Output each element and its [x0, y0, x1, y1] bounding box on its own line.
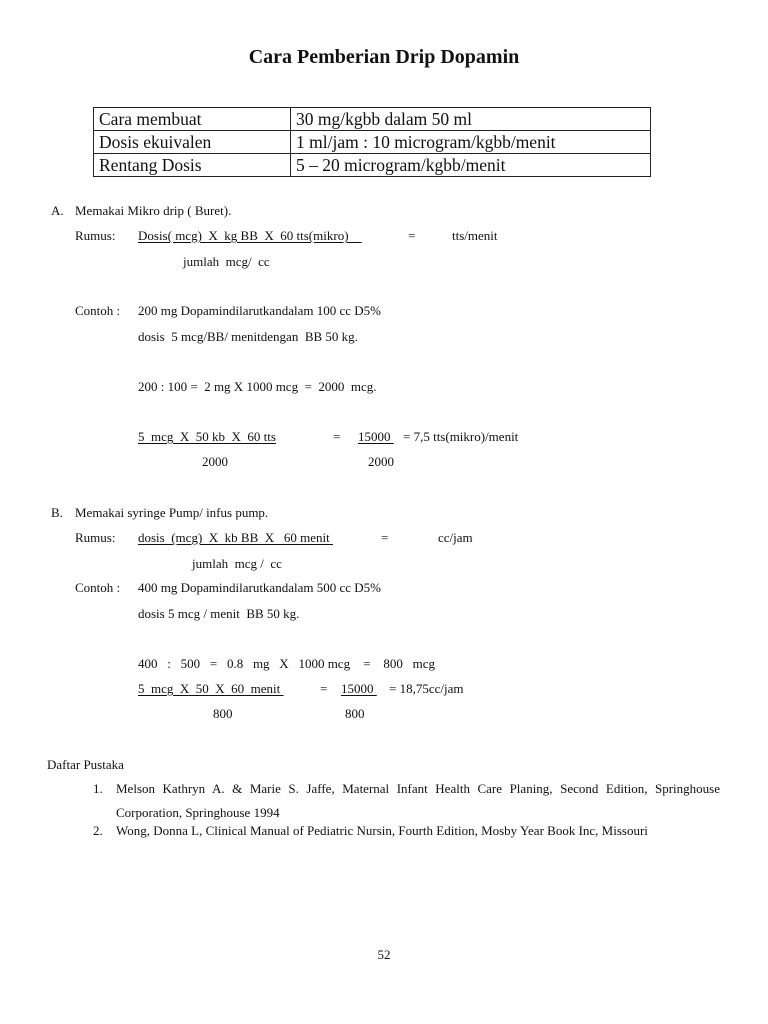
contoh-line: 400 mg Dopamindilarutkandalam 500 cc D5% — [138, 580, 381, 595]
reference-item — [93, 777, 720, 825]
rumus-result: tts/menit — [452, 228, 498, 243]
fraction-denominator: 2000 — [202, 454, 228, 469]
table-cell: Cara membuat — [94, 108, 291, 131]
rumus-equals: = — [381, 530, 389, 545]
section-marker: A. — [51, 203, 64, 218]
rumus-label: Rumus: — [75, 530, 116, 545]
contoh-line: dosis 5 mcg / menit BB 50 kg. — [138, 606, 300, 621]
calculation-line: 200 : 100 = 2 mg X 1000 mcg = 2000 mcg. — [138, 379, 377, 394]
section-heading: Memakai Mikro drip ( Buret). — [75, 203, 232, 218]
table-cell: Rentang Dosis — [94, 154, 291, 177]
fraction-denominator: 800 — [345, 706, 365, 721]
fraction-numerator: 15000 — [341, 681, 377, 696]
references-heading: Daftar Pustaka — [47, 757, 124, 772]
fraction-equals: = — [333, 429, 341, 444]
contoh-line: dosis 5 mcg/BB/ menitdengan BB 50 kg. — [138, 329, 358, 344]
section-marker: B. — [51, 505, 63, 520]
fraction-equals: = — [320, 681, 328, 696]
rumus-denominator: jumlah mcg / cc — [192, 556, 282, 571]
table-cell: 5 – 20 microgram/kgbb/menit — [291, 154, 651, 177]
rumus-equals: = — [408, 228, 416, 243]
rumus-result: cc/jam — [438, 530, 473, 545]
table-row — [94, 131, 651, 154]
rumus-numerator: Dosis( mcg) X kg BB X 60 tts(mikro) — [138, 228, 362, 243]
table-row — [94, 154, 651, 177]
contoh-label: Contoh : — [75, 303, 121, 318]
page-title: Cara Pemberian Drip Dopamin — [248, 46, 520, 68]
table-row — [94, 108, 651, 131]
section-heading: Memakai syringe Pump/ infus pump. — [75, 505, 269, 520]
contoh-line: 200 mg Dopamindilarutkandalam 100 cc D5% — [138, 303, 381, 318]
fraction-denominator: 2000 — [368, 454, 394, 469]
rumus-numerator: dosis (mcg) X kb BB X 60 menit — [138, 530, 333, 545]
reference-item — [93, 819, 720, 843]
fraction-numerator: 15000 — [358, 429, 394, 444]
fraction-denominator: 800 — [213, 706, 233, 721]
contoh-label: Contoh : — [75, 580, 121, 595]
fraction-result: = 7,5 tts(mikro)/menit — [403, 429, 519, 444]
fraction-numerator: 5 mcg X 50 kb X 60 tts — [138, 429, 276, 444]
reference-number: 1. — [93, 781, 103, 796]
rumus-label: Rumus: — [75, 228, 116, 243]
fraction-result: = 18,75cc/jam — [389, 681, 464, 696]
fraction-numerator: 5 mcg X 50 X 60 menit — [138, 681, 284, 696]
rumus-denominator: jumlah mcg/ cc — [183, 254, 270, 269]
reference-number: 2. — [93, 823, 103, 838]
dosage-table — [93, 107, 651, 177]
reference-text: Melson Kathryn A. & Marie S. Jaffe, Maternal Infant Health Care Planing, Second Edition, Springhouse Corporation, Springhouse 1994 — [116, 781, 720, 820]
table-cell: Dosis ekuivalen — [94, 131, 291, 154]
table-cell: 30 mg/kgbb dalam 50 ml — [291, 108, 651, 131]
calculation-line: 400 : 500 = 0.8 mg X 1000 mcg = 800 mcg — [138, 656, 436, 671]
reference-text: Wong, Donna L, Clinical Manual of Pediatric Nursin, Fourth Edition, Mosby Year Book Inc, Missouri — [116, 823, 648, 838]
table-cell: 1 ml/jam : 10 microgram/kgbb/menit — [291, 131, 651, 154]
page-number: 52 — [377, 947, 391, 962]
